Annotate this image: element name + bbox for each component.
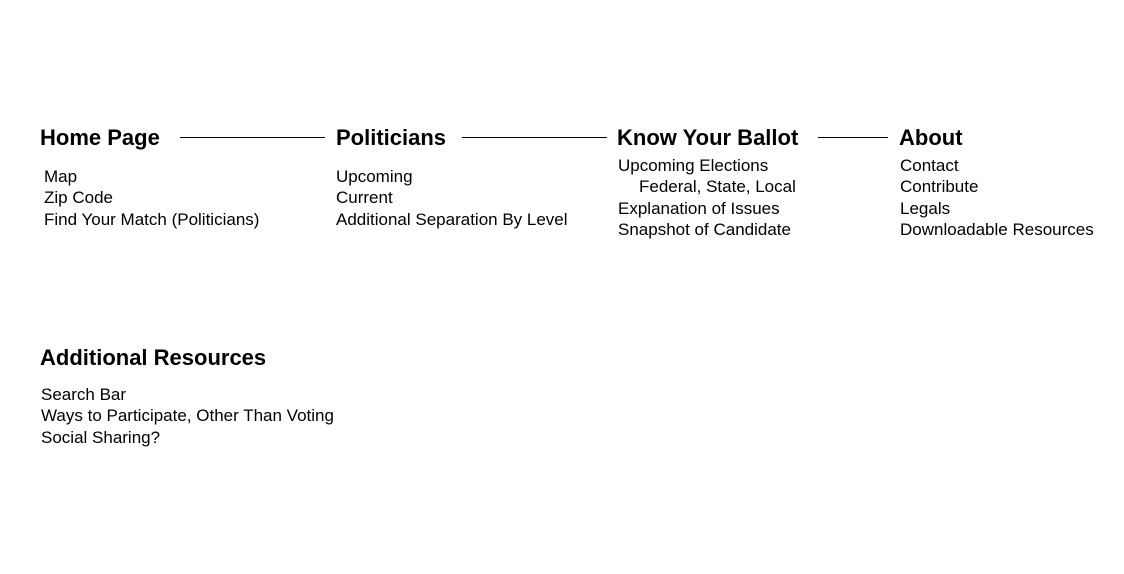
connector-ballot-to-about bbox=[818, 137, 888, 138]
heading-politicians: Politicians bbox=[336, 125, 447, 150]
heading-additional-resources: Additional Resources bbox=[40, 345, 267, 370]
list-item-upcoming-elections: Upcoming Elections bbox=[618, 156, 769, 175]
list-item-map: Map bbox=[44, 167, 78, 186]
list-item-social-sharing: Social Sharing? bbox=[41, 427, 161, 447]
heading-know-your-ballot: Know Your Ballot bbox=[617, 125, 799, 150]
connector-politicians-to-ballot bbox=[462, 137, 607, 138]
list-item-federal-state-local: Federal, State, Local bbox=[639, 177, 796, 197]
list-item-upcoming: Upcoming bbox=[336, 167, 413, 186]
list-item-downloadable-resources: Downloadable Resources bbox=[900, 219, 1094, 239]
connector-home-to-politicians bbox=[180, 137, 325, 138]
list-item-snapshot-of-candidate: Snapshot of Candidate bbox=[618, 219, 791, 239]
home-page-items bbox=[44, 166, 259, 230]
list-item-contact: Contact bbox=[900, 156, 959, 175]
heading-about: About bbox=[899, 125, 963, 150]
list-item-contribute: Contribute bbox=[900, 177, 979, 197]
list-item-additional-separation: Additional Separation By Level bbox=[336, 209, 568, 229]
list-item-explanation-of-issues: Explanation of Issues bbox=[618, 198, 780, 218]
list-item-find-your-match: Find Your Match (Politicians) bbox=[44, 209, 260, 229]
list-item-current: Current bbox=[336, 188, 393, 208]
about-items bbox=[900, 155, 1094, 240]
politicians-items bbox=[336, 166, 568, 230]
list-item-ways-to-participate: Ways to Participate, Other Than Voting bbox=[41, 406, 334, 426]
heading-home-page: Home Page bbox=[40, 125, 160, 150]
list-item-zip-code: Zip Code bbox=[44, 188, 113, 208]
list-item-search-bar: Search Bar bbox=[41, 385, 127, 404]
additional-resources-items bbox=[41, 384, 334, 448]
know-your-ballot-items bbox=[618, 155, 796, 240]
list-item-legals: Legals bbox=[900, 198, 951, 218]
